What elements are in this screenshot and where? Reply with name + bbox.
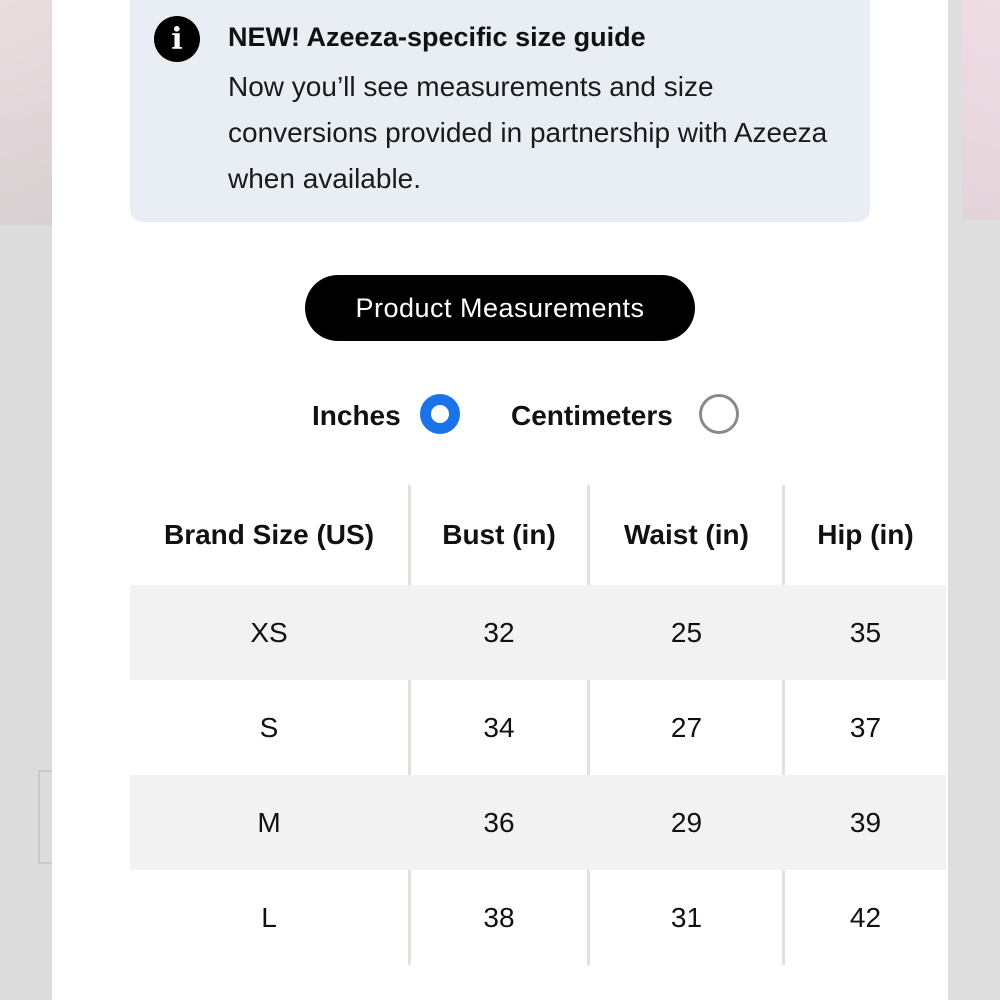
table-row <box>130 585 946 680</box>
header-waist: Waist (in) <box>624 519 749 550</box>
cell-waist: 31 <box>670 901 703 933</box>
header-bust: Bust (in) <box>442 519 556 550</box>
cell-waist: 25 <box>670 616 703 648</box>
table-row <box>130 680 946 775</box>
table-header-row <box>130 485 946 585</box>
background-product-photo-right <box>962 0 1000 220</box>
cell-bust: 32 <box>483 616 515 648</box>
product-measurements-button[interactable]: Product Measurements <box>305 275 695 341</box>
cell-size: S <box>259 711 279 743</box>
table-row <box>130 870 946 965</box>
cell-bust: 34 <box>483 711 515 743</box>
cell-waist: 29 <box>670 806 703 838</box>
cell-hip: 39 <box>849 806 882 838</box>
centimeters-radio[interactable] <box>699 394 739 434</box>
cell-bust: 38 <box>483 901 515 933</box>
cell-size: M <box>257 806 281 838</box>
header-hip: Hip (in) <box>817 519 914 550</box>
cell-size: L <box>261 901 277 933</box>
unit-toggle <box>52 392 948 438</box>
cell-bust: 36 <box>483 806 515 838</box>
centimeters-label[interactable]: Centimeters <box>511 400 673 431</box>
cell-size: XS <box>250 616 288 648</box>
info-icon: i <box>154 16 200 62</box>
inches-radio[interactable] <box>420 394 460 434</box>
background-page-left <box>0 0 52 1000</box>
cell-waist: 27 <box>670 711 703 743</box>
size-guide-notice <box>130 0 870 222</box>
header-brand-size: Brand Size (US) <box>163 519 375 550</box>
notice-body: Now you’ll see measurements and size conversions provided in partnership with Azeeza when available. <box>228 71 828 194</box>
cell-hip: 35 <box>849 616 882 648</box>
inches-label[interactable]: Inches <box>312 400 401 431</box>
background-product-photo <box>0 0 52 225</box>
size-guide-modal <box>52 0 948 1000</box>
background-page-right <box>948 0 1000 1000</box>
size-chart-table <box>130 485 946 965</box>
table-row <box>130 775 946 870</box>
cell-hip: 42 <box>849 901 882 933</box>
notice-title: NEW! Azeeza-specific size guide <box>228 22 646 52</box>
cell-hip: 37 <box>849 711 882 743</box>
